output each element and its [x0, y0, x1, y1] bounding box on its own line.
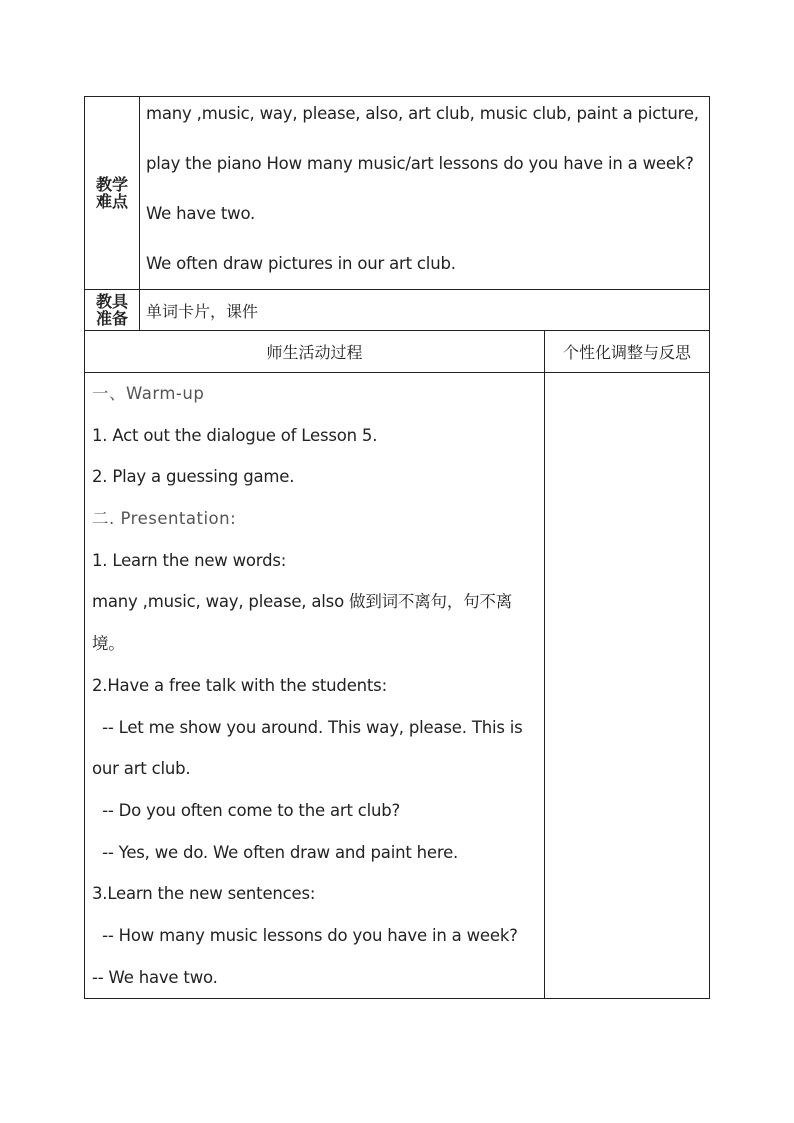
process-line: -- Yes, we do. We often draw and paint here. [92, 842, 459, 862]
process-content [85, 373, 545, 999]
process-line: -- We have two. [92, 967, 218, 987]
tools-label-line2: 准备 [95, 309, 128, 328]
process-line: -- Let me show you around. This way, please. This is [92, 717, 523, 737]
difficulty-line: We have two. [146, 204, 256, 223]
difficulty-line: play the piano How many music/art lessons do you have in a week? [146, 154, 694, 173]
process-line: our art club. [92, 759, 191, 779]
process-header: 师生活动过程 [85, 331, 545, 373]
reflection-content [545, 373, 710, 999]
reflection-header: 个性化调整与反思 [545, 331, 710, 373]
tools-content: 单词卡片，课件 [140, 290, 710, 331]
difficulty-line: We often draw pictures in our art club. [146, 254, 456, 273]
header-row [85, 331, 710, 373]
process-line: 1. Act out the dialogue of Lesson 5. [92, 425, 378, 445]
difficulty-label-line2: 难点 [95, 192, 128, 211]
difficulty-label [85, 97, 140, 290]
process-line: -- How many music lessons do you have in a week? [92, 925, 518, 945]
process-line: -- Do you often come to the art club? [92, 800, 401, 820]
difficulty-label-line1: 教学 [95, 175, 128, 194]
tools-label [85, 290, 140, 331]
section-warmup-title: 一、Warm-up [92, 384, 205, 403]
difficulty-content [140, 97, 710, 290]
process-line: 2. Play a guessing game. [92, 467, 295, 487]
process-line: many ,music, way, please, also 做到词不离句，句不离 [92, 592, 513, 612]
tools-label-line1: 教具 [95, 292, 128, 311]
process-line: 2.Have a free talk with the students: [92, 675, 387, 695]
difficulty-row [85, 97, 710, 290]
tools-row [85, 290, 710, 331]
process-line: 1. Learn the new words: [92, 550, 287, 570]
difficulty-line: many ,music, way, please, also, art club, music club, paint a picture, [146, 104, 699, 123]
process-row [85, 373, 710, 999]
process-line: 3.Learn the new sentences: [92, 884, 316, 904]
process-line: 境。 [92, 634, 125, 654]
section-presentation-title: 二. Presentation: [92, 509, 237, 529]
lesson-plan-table [84, 96, 710, 999]
